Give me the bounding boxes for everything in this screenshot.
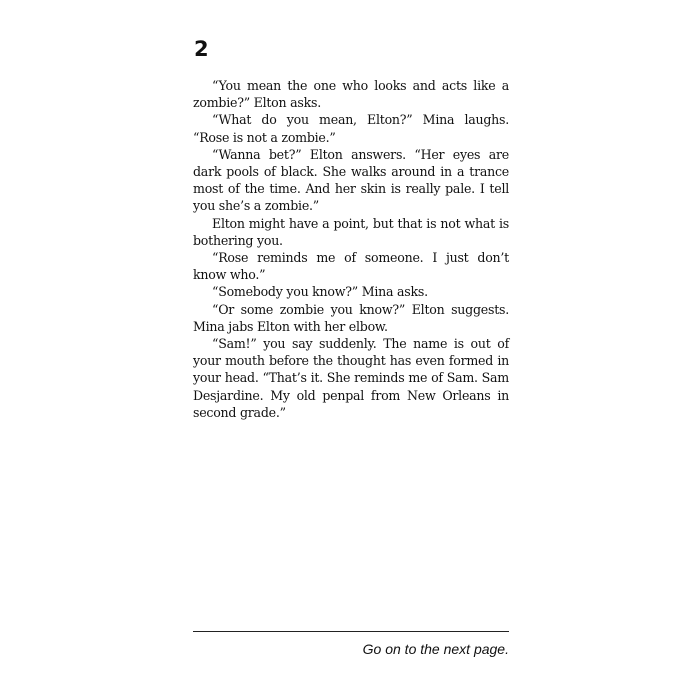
paragraph: “Somebody you know?” Mina asks. (212, 284, 428, 300)
next-page-note: Go on to the next page. (362, 641, 509, 657)
story-text (193, 77, 509, 421)
paragraph: “Rose reminds me of someone. I just don’t know who.” (193, 250, 509, 283)
paragraph: Elton might have a point, but that is not what is bothering you. (193, 215, 509, 248)
footer-divider (193, 631, 509, 632)
chapter-number: 2 (194, 37, 209, 61)
paragraph: “What do you mean, Elton?” Mina laughs. “Rose is not a zombie.” (193, 112, 509, 145)
paragraph: “You mean the one who looks and acts like a zombie?” Elton asks. (193, 78, 509, 111)
book-page (193, 0, 509, 700)
paragraph: “Wanna bet?” Elton answers. “Her eyes are dark pools of black. She walks around in a trance most of the time. And her skin is really pale. I tell you she’s a zombie.” (193, 146, 509, 214)
paragraph: “Or some zombie you know?” Elton suggests. Mina jabs Elton with her elbow. (193, 301, 509, 334)
paragraph: “Sam!” you say suddenly. The name is out of your mouth before the thought has even formed in your head. “That’s it. She reminds me of Sam. Sam Desjardine. My old penpal from New Orleans in second grade.” (193, 336, 509, 420)
